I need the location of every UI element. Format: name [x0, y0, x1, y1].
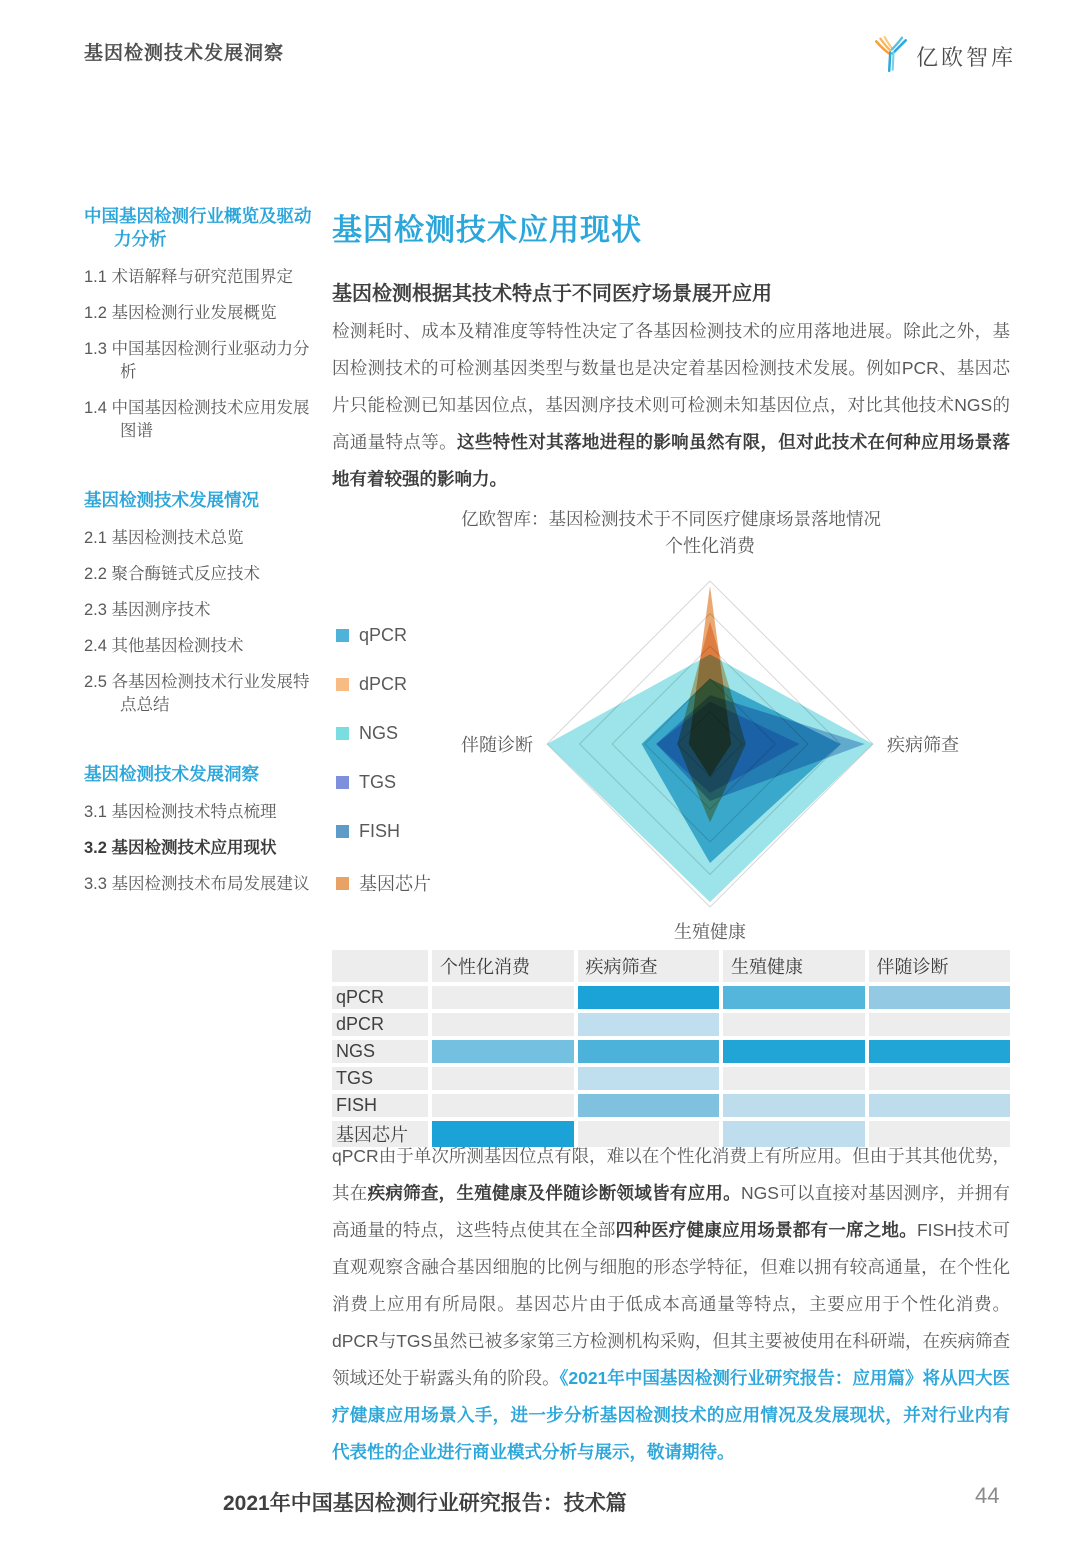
- heatmap-cell: [723, 1067, 865, 1090]
- heatmap-row-FISH: [332, 1094, 1010, 1117]
- legend-label: dPCR: [359, 674, 408, 694]
- radar-axis-label-疾病筛查: 疾病筛查: [887, 735, 959, 755]
- legend-label: FISH: [359, 821, 401, 841]
- heatmap-row-qPCR: [332, 986, 1010, 1009]
- heatmap-cell: [869, 1040, 1011, 1063]
- heatmap-col-header-伴随诊断: 伴随诊断: [869, 950, 1011, 982]
- heatmap-row-label: NGS: [332, 1040, 428, 1063]
- heatmap-head: [332, 950, 1010, 982]
- heatmap-cell: [432, 1094, 574, 1117]
- main-content: [332, 205, 1010, 1495]
- brand-logo-icon: [872, 34, 910, 79]
- radar-svg: [332, 530, 1010, 945]
- paragraph-2-seg1: qPCR由于单次所测基因位点有限，难以在个性化消费上有所应用。但由于其其他优势，其在: [332, 1146, 1010, 1203]
- sidebar-item-1.4[interactable]: 1.4 中国基因检测技术应用发展图谱: [84, 399, 310, 440]
- sidebar-item-3.2[interactable]: 3.2 基因检测技术应用现状: [84, 839, 277, 857]
- heatmap-col-header-疾病筛查: 疾病筛查: [578, 950, 720, 982]
- page-title: 基因检测技术应用现状: [332, 214, 642, 247]
- sidebar-section-1: [84, 205, 320, 443]
- heatmap-col-header-个性化消费: 个性化消费: [432, 950, 574, 982]
- heatmap-cell: [869, 1013, 1011, 1036]
- paragraph-1-normal: 检测耗时、成本及精准度等特性决定了各基因检测技术的应用落地进展。除此之外，基因检测技术的可检测基因类型与数量也是决定着基因检测技术发展。例如PCR、基因芯片只能检测已知基因位点，基因测序技术则可检测未知基因位点，对比其他技术NGS的高通量特点等。: [332, 321, 1010, 452]
- heatmap-row-label: dPCR: [332, 1013, 428, 1036]
- brand-name: 亿欧智库: [915, 45, 1016, 70]
- sidebar-item-2.5[interactable]: 2.5 各基因检测技术行业发展特点总结: [84, 673, 310, 714]
- chart-title: 亿欧智库：基因检测技术于不同医疗健康场景落地情况: [461, 509, 881, 529]
- sidebar-section-2: [84, 489, 320, 717]
- heatmap-cell: [578, 986, 720, 1009]
- heatmap-corner-cell: [332, 950, 428, 982]
- heatmap-row-dPCR: [332, 1013, 1010, 1036]
- paragraph-2-seg5: FISH技术可直观观察含融合基因细胞的比例与细胞的形态学特征，但难以拥有较高通量，在个性化消费上应用有所局限。基因芯片由于低成本高通量等特点，主要应用于个性化消费。dPCR与TGS虽然已被多家第三方检测机构采购，但其主要被使用在科研端，在疾病筛查领域还处于崭露头角的阶段。: [332, 1220, 1011, 1388]
- sidebar: [84, 205, 320, 942]
- heatmap-cell: [869, 1094, 1011, 1117]
- paragraph-2-seg3: NGS可以直接对基因测序，并拥有高通量的特点，这些特点使其在全部: [332, 1183, 1011, 1240]
- sidebar-section-title: 基因检测技术发展情况: [84, 490, 259, 510]
- sidebar-item-2.4[interactable]: 2.4 其他基因检测技术: [84, 637, 244, 655]
- heatmap-row-TGS: [332, 1067, 1010, 1090]
- radar-figure: [332, 500, 1010, 975]
- sidebar-item-2.2[interactable]: 2.2 聚合酶链式反应技术: [84, 565, 261, 583]
- document-header-title: 基因检测技术发展洞察: [84, 43, 285, 64]
- heatmap-row-label: FISH: [332, 1094, 428, 1117]
- heatmap-row-NGS: [332, 1040, 1010, 1063]
- sidebar-item-1.1[interactable]: 1.1 术语解释与研究范围界定: [84, 268, 294, 286]
- heatmap-col-header-生殖健康: 生殖健康: [723, 950, 865, 982]
- sidebar-item-1.2[interactable]: 1.2 基因检测行业发展概览: [84, 304, 277, 322]
- radar-axis-label-生殖健康: 生殖健康: [674, 922, 746, 942]
- legend-label: qPCR: [359, 625, 408, 645]
- page-number: 44: [975, 1483, 1000, 1508]
- sidebar-item-2.1[interactable]: 2.1 基因检测技术总览: [84, 529, 244, 547]
- footer-report-title: 2021年中国基因检测行业研究报告：技术篇: [223, 1492, 627, 1515]
- heatmap-cell: [578, 1013, 720, 1036]
- heatmap-cell: [723, 1040, 865, 1063]
- radar-axis-label-伴随诊断: 伴随诊断: [461, 735, 533, 755]
- heatmap-cell: [432, 986, 574, 1009]
- paragraph-2-seg4-bold: 四种医疗健康应用场景都有一席之地。: [615, 1220, 917, 1240]
- paragraph-1: [332, 313, 1010, 498]
- sidebar-item-3.1[interactable]: 3.1 基因检测技术特点梳理: [84, 803, 277, 821]
- radar-axis-label-个性化消费: 个性化消费: [665, 536, 755, 556]
- paragraph-1-bold: 这些特性对其落地进程的影响虽然有限，但对此技术在何种应用场景落地有着较强的影响力。: [332, 432, 1011, 489]
- heatmap-cell: [578, 1040, 720, 1063]
- heatmap-cell: [578, 1094, 720, 1117]
- heatmap-row-label: 基因芯片: [332, 1121, 428, 1147]
- sidebar-item-3.3[interactable]: 3.3 基因检测技术布局发展建议: [84, 875, 310, 893]
- paragraph-2: [332, 1138, 1010, 1471]
- sidebar-item-2.3[interactable]: 2.3 基因测序技术: [84, 601, 211, 619]
- brand-logo: [872, 34, 1016, 79]
- sidebar-item-1.3[interactable]: 1.3 中国基因检测行业驱动力分析: [84, 340, 310, 381]
- heatmap-cell: [578, 1067, 720, 1090]
- legend-label: NGS: [359, 723, 399, 743]
- legend-label: 基因芯片: [359, 874, 431, 894]
- sidebar-section-3: [84, 763, 320, 896]
- heatmap-row-label: TGS: [332, 1067, 428, 1090]
- sidebar-section-title: 中国基因检测行业概览及驱动力分析: [84, 206, 312, 249]
- heatmap-header-row: [332, 950, 1010, 982]
- heatmap-cell: [723, 1013, 865, 1036]
- heatmap-body: [332, 986, 1010, 1147]
- heatmap-cell: [432, 1067, 574, 1090]
- heatmap-row-label: qPCR: [332, 986, 428, 1009]
- heatmap-table: [328, 946, 1014, 1151]
- sidebar-section-title: 基因检测技术发展洞察: [84, 764, 259, 784]
- legend-label: TGS: [359, 772, 397, 792]
- heatmap-cell: [432, 1040, 574, 1063]
- heatmap-cell: [869, 986, 1011, 1009]
- paragraph-2-seg6-blue: 《2021年中国基因检测行业研究报告：应用篇》将从四大医疗健康应用场景入手，进一步分析基因检测技术的应用情况及发展现状，并对行业内有代表性的企业进行商业模式分析与展示，敬请期待。: [332, 1368, 1010, 1462]
- heatmap-cell: [869, 1067, 1011, 1090]
- heatmap-cell: [432, 1013, 574, 1036]
- heatmap-cell: [723, 986, 865, 1009]
- paragraph-2-seg2-bold: 疾病筛查，生殖健康及伴随诊断领域皆有应用。: [367, 1183, 741, 1203]
- heatmap-cell: [723, 1094, 865, 1117]
- section-subtitle: 基因检测根据其技术特点于不同医疗场景展开应用: [332, 283, 772, 305]
